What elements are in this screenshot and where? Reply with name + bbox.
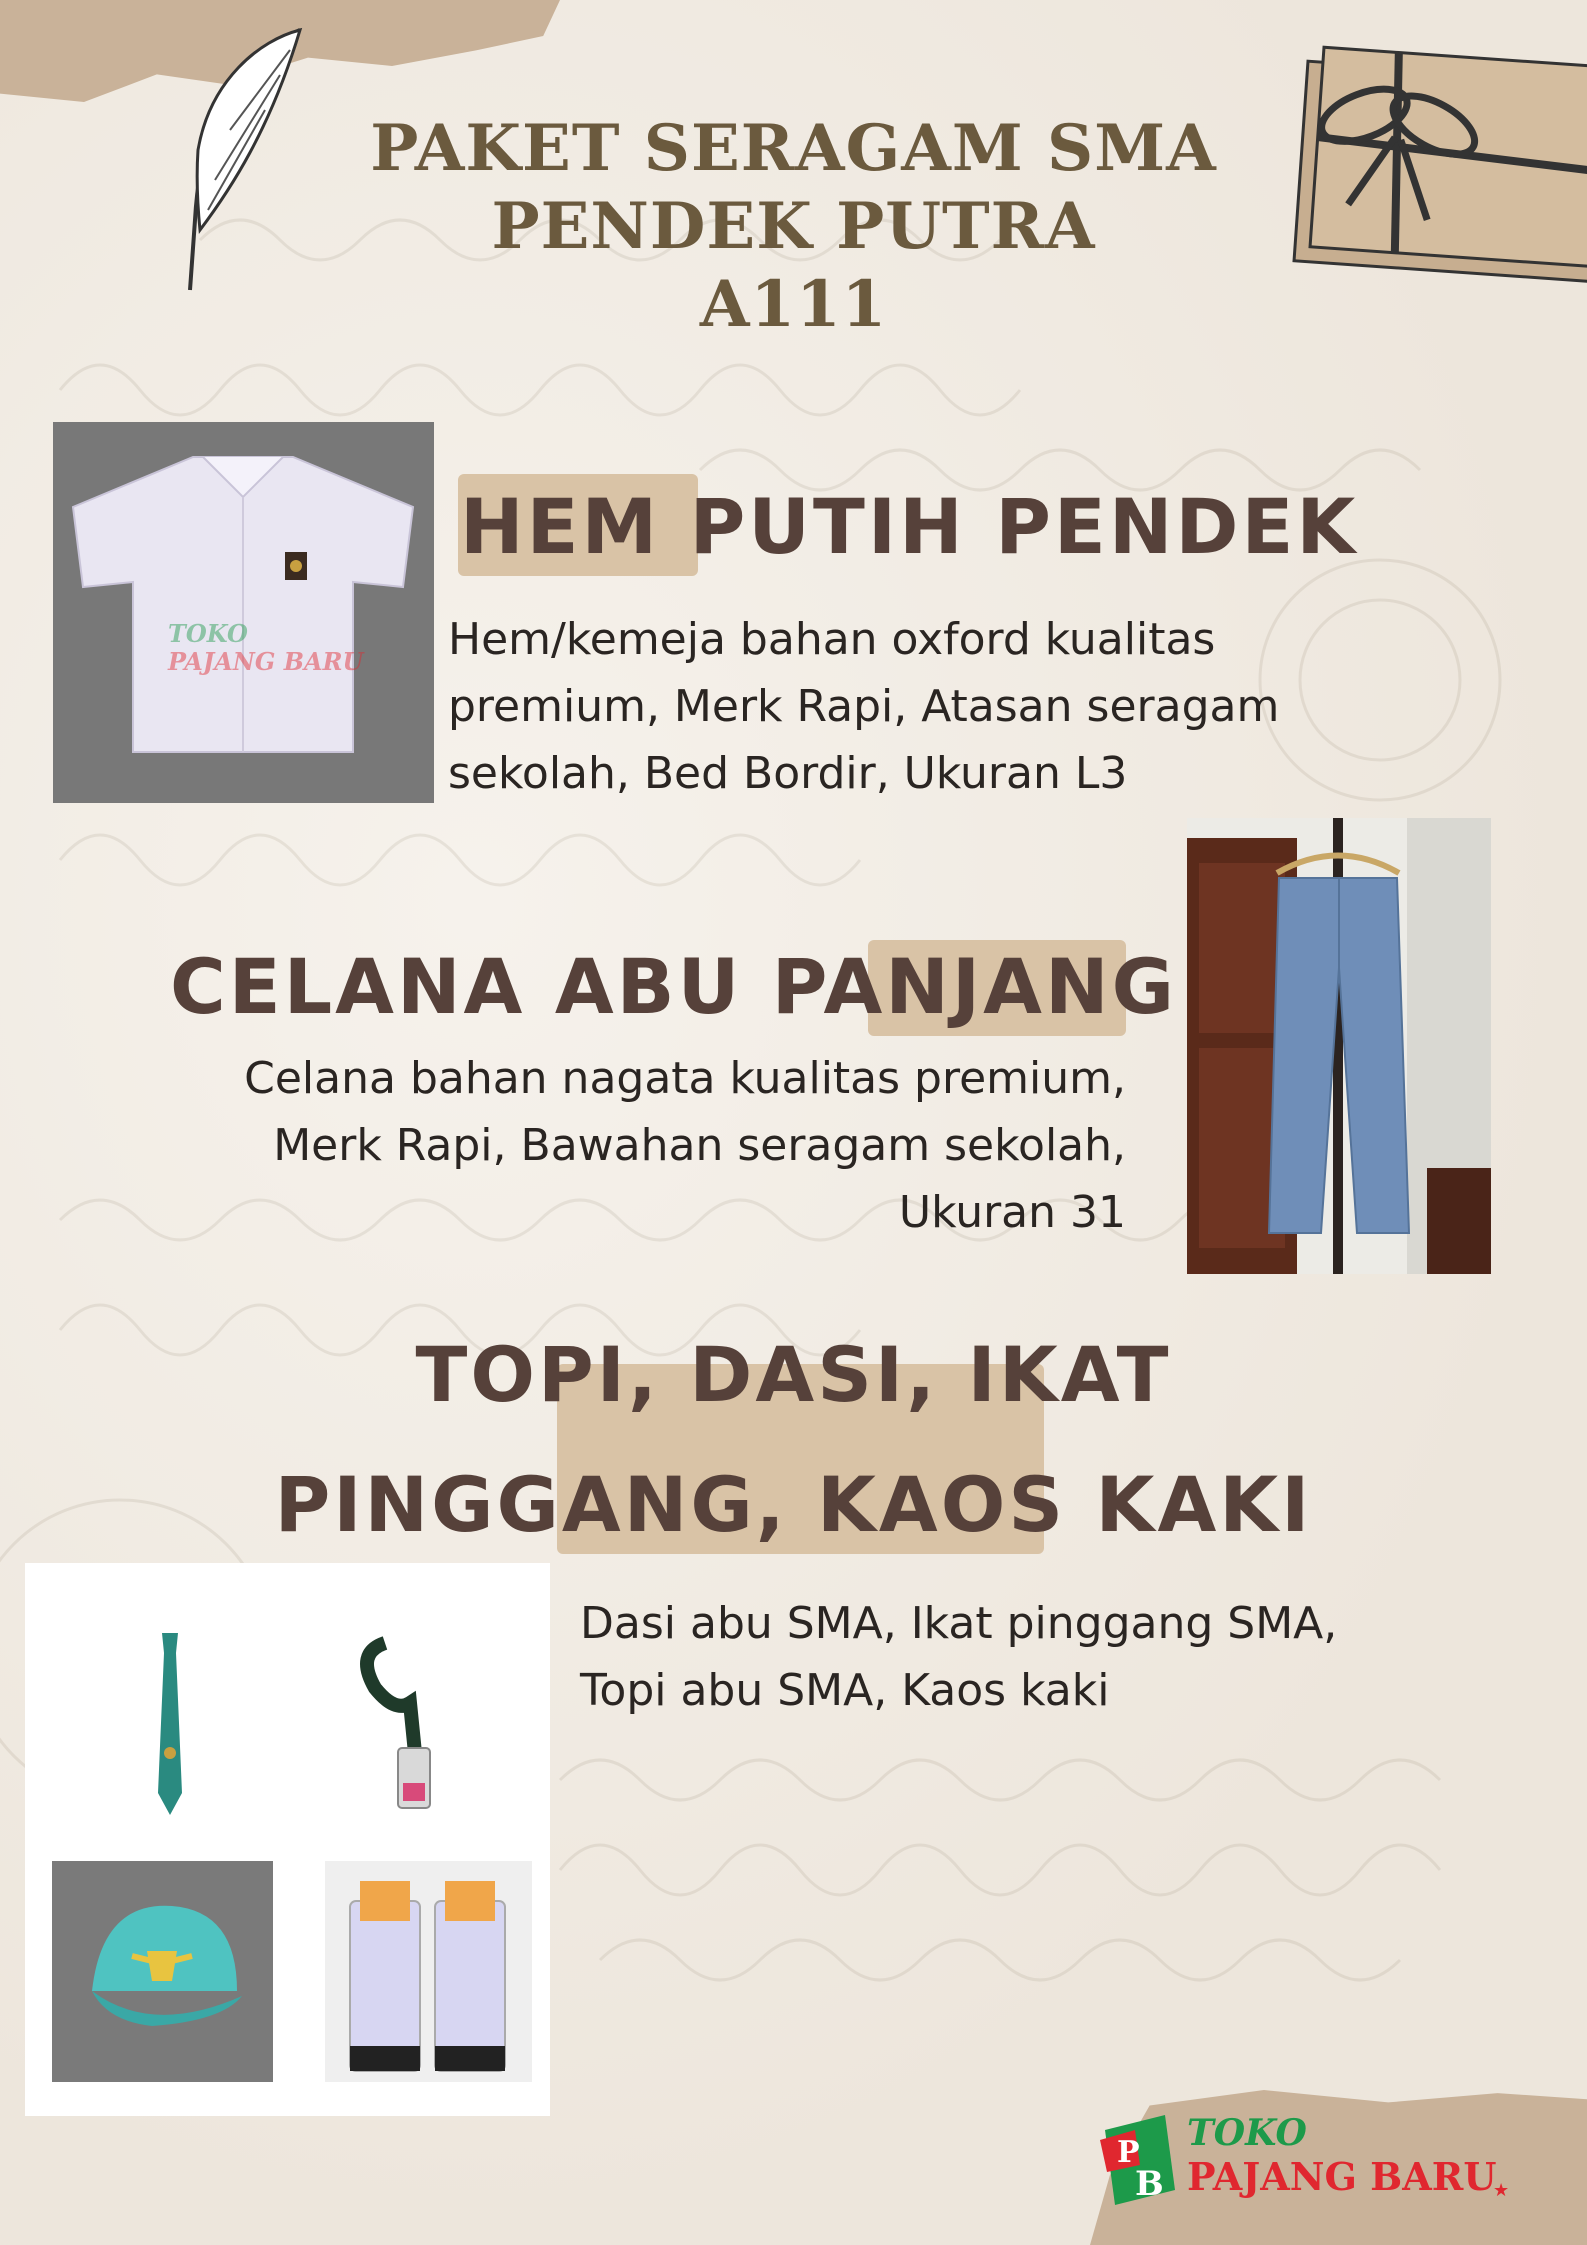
star-icon: ★	[1493, 2180, 1510, 2201]
page-title	[0, 110, 1587, 344]
cap-illustration	[52, 1861, 273, 2082]
title-line-3: A111	[699, 267, 888, 342]
white-shirt-photo	[53, 422, 434, 803]
section-2-line-3: Ukuran 31	[898, 1187, 1126, 1238]
section-1-line-2: premium, Merk Rapi, Atasan seragam	[448, 681, 1280, 732]
trousers-illustration	[1187, 818, 1491, 1274]
section-1-line-1: Hem/kemeja bahan oxford kualitas	[448, 614, 1216, 665]
section-2-heading: CELANA ABU PANJANG	[170, 942, 1177, 1031]
svg-text:P: P	[1117, 2135, 1140, 2170]
store-logo	[1095, 2110, 1515, 2210]
grey-trousers-photo	[1187, 818, 1491, 1274]
section-2-line-1: Celana bahan nagata kualitas premium,	[244, 1053, 1126, 1104]
section-3-heading-line-1: TOPI, DASI, IKAT	[415, 1330, 1172, 1419]
pb-logo-icon	[1095, 2110, 1185, 2210]
shirt-watermark-line-1: TOKO	[168, 619, 248, 648]
cap-photo	[52, 1861, 273, 2082]
belt-photo	[355, 1633, 445, 1823]
socks-illustration	[325, 1861, 532, 2082]
section-2-description	[244, 1045, 1126, 1246]
section-3-description	[580, 1590, 1337, 1724]
accessories-photo-panel	[25, 1563, 550, 2116]
section-3-line-1: Dasi abu SMA, Ikat pinggang SMA,	[580, 1598, 1338, 1649]
title-line-2: PENDEK PUTRA	[491, 189, 1096, 264]
logo-line-2: PAJANG BARU	[1187, 2154, 1497, 2199]
section-3-heading-line-2: PINGGANG, KAOS KAKI	[274, 1460, 1313, 1549]
logo-line-1: TOKO	[1187, 2112, 1307, 2154]
section-1-line-3: sekolah, Bed Bordir, Ukuran L3	[448, 748, 1128, 799]
section-1-heading: HEM PUTIH PENDEK	[460, 482, 1359, 571]
title-line-1: PAKET SERAGAM SMA	[370, 111, 1217, 186]
shirt-illustration	[53, 422, 434, 803]
svg-text:B: B	[1135, 2164, 1164, 2204]
tie-photo	[130, 1633, 210, 1823]
shirt-watermark-line-2: PAJANG BARU	[168, 647, 364, 676]
section-2-line-2: Merk Rapi, Bawahan seragam sekolah,	[273, 1120, 1126, 1171]
section-3-line-2: Topi abu SMA, Kaos kaki	[580, 1665, 1110, 1716]
section-1-description	[448, 606, 1279, 807]
socks-photo	[325, 1861, 532, 2082]
